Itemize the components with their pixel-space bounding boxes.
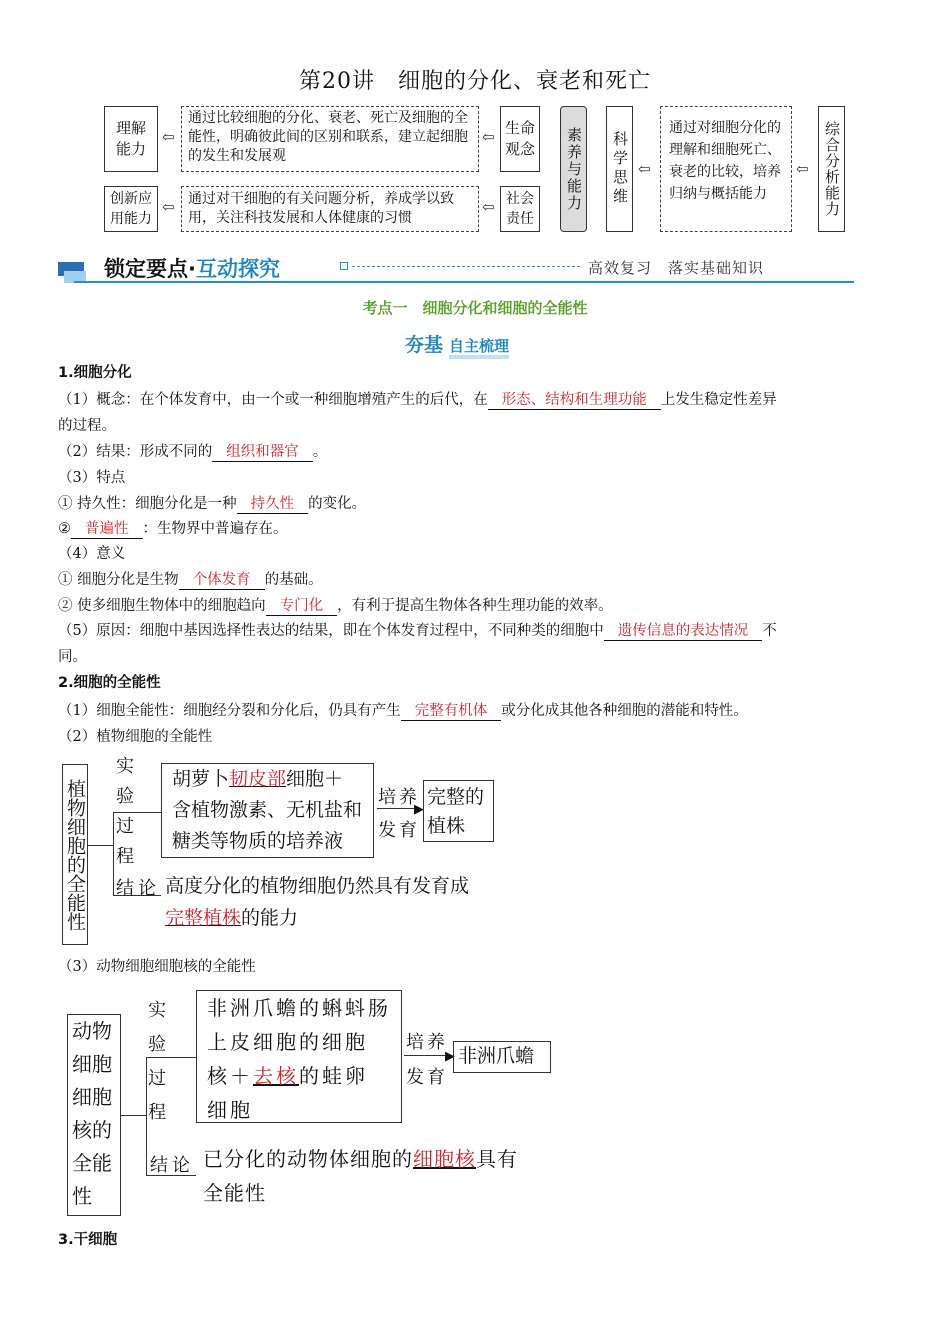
answer-blank: 形态、结构和生理功能 [488,391,661,410]
s2-p1: （1）细胞全能性：细胞经分裂和分化后，仍具有产生 完整有机体 或分化成其他各种细胞的潜能和特性。 [58,703,748,719]
banner-square-icon [340,262,348,270]
plant-culture-top: 培养 [378,787,420,808]
connector-line [113,812,114,895]
animal-exp-label: 实验过程 [148,1000,172,1123]
s1-p3: （3）特点 [58,470,126,486]
s1-p9: （5）原因：细胞中基因选择性表达的结果，即在个体发育过程中，不同种类的细胞中 遗传信息的表达情况 不 [58,623,777,639]
s1-p1-cont: 的过程。 [58,418,116,434]
connector-line [121,1115,147,1116]
banner-title-b: 互动探究 [195,257,280,281]
answer-blank: 个体发育 [179,571,265,590]
answer-blank: 组织和器官 [212,443,313,462]
answer-blank: 遗传信息的表达情况 [604,622,763,641]
arrow-left-icon: ⇦ [796,160,809,178]
s1-p5: ② 普遍性 ：生物界中普遍存在。 [58,521,288,537]
s1-p8: ② 使多细胞生物体中的细胞趋向 专门化 ，有利于提高生物体各种生理功能的效率。 [58,598,613,614]
s1-p4: ① 持久性：细胞分化是一种 持久性 的变化。 [58,496,367,512]
animal-conclusion: 已分化的动物体细胞的细胞核具有 全能性 [203,1147,518,1205]
section3-heading: 3.干细胞 [58,1232,118,1248]
banner-dot: · [188,257,196,281]
animal-side-label: 动物细胞细胞核的全能性 [67,1014,121,1216]
connector-line [88,845,114,846]
plant-culture-bot: 发育 [378,820,420,841]
goal-label-analysis: 综合分析能力 [818,106,845,232]
section2-heading: 2.细胞的全能性 [58,675,161,691]
center-competence-label: 素养与能力 [560,106,587,232]
arrow-head-icon: ▶ [445,1049,455,1064]
banner-dash-line [352,266,580,267]
section1-heading: 1.细胞分化 [58,365,132,381]
plant-exp-label: 实验过程 [116,756,140,867]
arrow-left-icon: ⇦ [482,198,495,216]
plant-conclusion: 高度分化的植物细胞仍然具有发育成 完整植株的能力 [165,875,470,929]
arrow-left-icon: ⇦ [482,128,495,146]
banner-right-text: 高效复习 落实基础知识 [588,259,765,277]
sub-banner [405,330,509,357]
s1-p6: （4）意义 [58,546,126,562]
goal-text-innovation: 通过对干细胞的有关问题分析，养成学以致用，关注科技发展和人体健康的习惯 [181,186,479,232]
goal-label-understanding: 理解能力 [104,106,158,172]
plant-side-label: 植物细胞的全能性 [62,764,88,945]
banner-title-a: 锁定要点 [104,257,188,281]
plant-conc-label: 结论 [116,878,160,899]
sub-banner-a: 夯基 [405,334,444,356]
s1-p2: （2）结果：形成不同的 组织和器官 。 [58,444,328,460]
arrow-left-icon: ⇦ [638,160,651,178]
goal-label-innovation: 创新应用能力 [104,186,158,232]
goal-text-sci-thinking: 通过对细胞分化的理解和细胞死亡、衰老的比较，培养归纳与概括能力 [660,106,792,232]
s1-p9-cont: 同。 [58,649,87,665]
topic-heading: 考点一 细胞分化和细胞的全能性 [362,299,588,317]
answer-blank: 完整有机体 [401,702,502,721]
s1-p1: （1）概念：在个体发育中，由一个或一种细胞增殖产生的后代，在 形态、结构和生理功能 上发生稳定性差异 [58,392,777,408]
animal-culture-top: 培养 [406,1032,448,1053]
goal-label-life-concept: 生命观念 [500,106,540,172]
arrow-left-icon: ⇦ [162,198,175,216]
goal-text-understanding: 通过比较细胞的分化、衰老、死亡及细胞的全能性，明确彼此间的区别和联系，建立起细胞的发生和发展观 [181,106,479,172]
answer-blank: 普遍性 [71,520,143,539]
plant-result-box: 完整的植株 [423,780,494,842]
answer-blank: 持久性 [237,495,309,514]
s1-p7: ① 细胞分化是生物 个体发育 的基础。 [58,572,323,588]
sub-banner-b: 自主梳理 [449,337,509,359]
s2-p2: （2）植物细胞的全能性 [58,729,213,745]
animal-conc-label: 结论 [150,1155,194,1176]
plant-exp-box: 胡萝卜韧皮部细胞＋ 含植物激素、无机盐和 糖类等物质的培养液 [161,763,374,858]
animal-exp-box: 非洲爪蟾的蝌蚪肠 上皮细胞的细胞 核＋去核的蛙卵 细胞 [196,990,402,1123]
goal-label-social-resp: 社会责任 [500,186,540,232]
arrow-left-icon: ⇦ [162,128,175,146]
animal-culture-bot: 发育 [406,1067,448,1088]
arrow-head-icon: ▶ [414,802,424,817]
s2-p3: （3）动物细胞细胞核的全能性 [58,959,256,975]
answer-blank: 专门化 [266,597,338,616]
connector-line [146,1057,147,1175]
goal-label-sci-thinking: 科学思维 [606,106,633,232]
animal-result-box: 非洲爪蟾 [453,1041,551,1073]
page-title: 第20讲 细胞的分化、衰老和死亡 [299,69,651,94]
